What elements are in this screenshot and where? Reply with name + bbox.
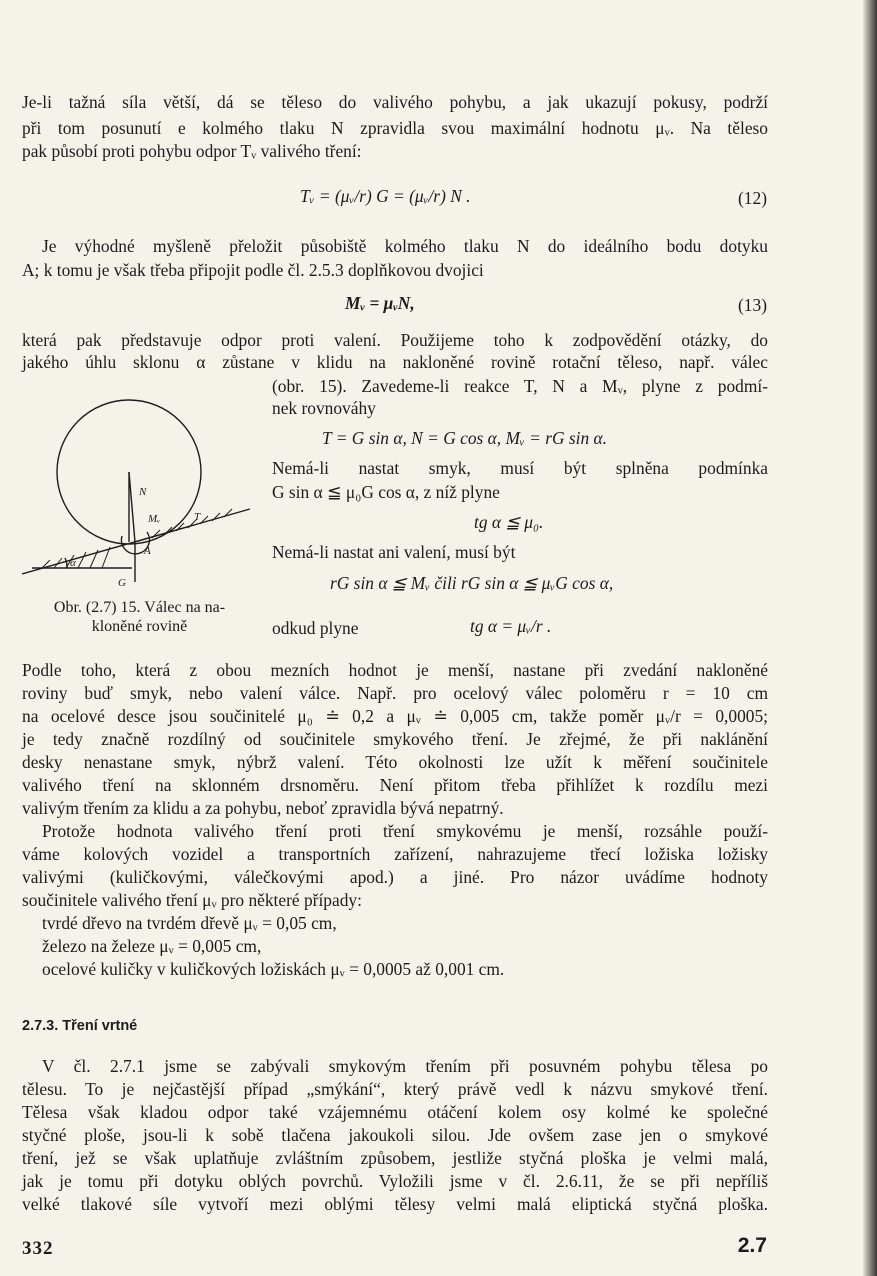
text-line: valivého tření na sklonném drsnoměru. Není přitom třeba přihlížet k rozdílu mezi [22,775,768,795]
example-item: tvrdé dřevo na tvrdém dřevě μᵥ = 0,05 cm, [42,913,337,933]
equation-sliding: tg α ≦ μ₀. [474,512,544,532]
equation-rolling: rG sin α ≦ Mᵥ čili rG sin α ≦ μᵥG cos α, [330,573,614,593]
label-T: T [194,511,201,523]
text-line: jak je tomu při dotyku oblých povrchů. Vyložili jsme v čl. 2.6.11, že se při nepříliš [22,1171,768,1191]
text-line: desky nenastane smyk, nýbrž valení. Této okolnosti lze užít k měření součinitele [22,752,768,772]
label-A: A [144,545,151,557]
example-item: železo na železe μᵥ = 0,005 cm, [42,936,262,956]
text-line: Je-li tažná síla větší, dá se těleso do valivého pohybu, a jak ukazují pokusy, podrží [22,92,768,112]
text-line: Je výhodné myšleně přeložit působiště kolmého tlaku N do ideálního bodu dotyku [42,236,768,256]
text-line: styčné ploše, jsou-li k sobě tlačena jakoukoli silou. Jde ovšem zase jen o smykové [22,1125,768,1145]
text-line: valivým třením za klidu a za pohybu, neboť zpravidla bývá nepatrný. [22,798,504,818]
example-item: ocelové kuličky v kuličkových ložiskách μᵥ = 0,0005 až 0,001 cm. [42,959,505,979]
equation-equilibrium: T = G sin α, N = G cos α, Mᵥ = rG sin α. [322,428,608,448]
text-line: jakého úhlu sklonu α zůstane v klidu na nakloněné rovině rotační těleso, např. válec [22,352,768,372]
text-line: která pak představuje odpor proti valení. Použijeme toho k zodpovědění otázky, do [22,330,768,350]
text-line: je tedy značně rozdílný od součinitele smykového tření. Je zřejmé, že při naklánění [22,729,768,749]
text-line: Nemá-li nastat ani valení, musí být [272,542,516,562]
section-marker: 2.7 [737,1234,767,1257]
equation-12: Tᵥ = (μᵥ/r) G = (μᵥ/r) N . [300,186,471,206]
text-line: Nemá-li nastat smyk, musí být splněna podmínka [272,458,768,478]
text-line: Tělesa však kladou odpor také vzájemnému otáčení kolem osy kolmé ke společné [22,1102,768,1122]
label-G: G [118,577,126,589]
friction-force-line [135,525,194,542]
text-line: tělesu. To je nejčastější případ „smýkání“, který právě vedl k názvu smykové tření. [22,1079,768,1099]
section-heading: 2.7.3. Tření vrtné [22,1018,138,1034]
text-line: na ocelové desce jsou součinitelé μ₀ ≐ 0,2 a μᵥ ≐ 0,005 cm, takže poměr μᵥ/r = 0,0005; [22,706,768,726]
equation-result: tg α = μᵥ/r . [470,616,552,636]
text-line: G sin α ≦ μ₀G cos α, z níž plyne [272,482,500,502]
text-line: A; k tomu je však třeba připojit podle čl. 2.5.3 doplňkovou dvojici [22,260,484,280]
caption-line: Obr. (2.7) 15. Válec na na- [53,599,226,616]
text-line: (obr. 15). Zavedeme-li reakce T, N a Mᵥ, plyne z podmí- [272,376,768,396]
label-alpha: α [70,557,76,569]
text-line: pak působí proti pohybu odpor Tᵥ valivého tření: [22,141,362,161]
equation-13: Mᵥ = μᵥN, [345,293,415,313]
text-line: valivými (kuličkovými, válečkovými apod.) a jiné. Pro názor uvádíme hodnoty [22,867,768,887]
page-number: 332 [22,1238,54,1259]
normal-force-line [129,472,135,542]
text-line: odkud plyne [272,618,359,638]
label-N: N [139,486,147,498]
text-line: roviny buď smyk, nebo valení válce. Např. pro ocelový válec poloměru r = 10 cm [22,683,768,703]
text-line: V čl. 2.7.1 jsme se zabývali smykovým třením při posuvném pohybu tělesa po [42,1056,768,1076]
label-Mv: Mᵥ [148,513,161,525]
figure-cylinder-on-incline [22,392,262,597]
text-line: velké tlakové síle vytvoří mezi oblými tělesy velmi malá eliptická styčná ploška. [22,1194,768,1214]
text-line: Podle toho, která z obou mezních hodnot je menší, nastane při zvedání nakloněné [22,660,768,680]
text-line: součinitele valivého tření μᵥ pro některé případy: [22,890,362,910]
figure-caption [22,598,257,636]
text-line: Protože hodnota valivého tření proti tření smykovému je menší, rozsáhle použí- [42,821,768,841]
text-line: tření, jež se však uplatňuje zvláštním způsobem, jestliže styčná ploška je velmi malá, [22,1148,768,1168]
caption-line: kloněné rovině [91,618,188,635]
equation-number: (12) [738,188,767,208]
text-line: při tom posunutí e kolmého tlaku N zpravidla svou maximální hodnotu μᵥ. Na těleso [22,118,768,138]
text-line: nek rovnováhy [272,398,376,418]
text-line: váme kolových vozidel a transportních zařízení, nahrazujeme třecí ložiska ložisky [22,844,768,864]
equation-number: (13) [738,295,767,315]
